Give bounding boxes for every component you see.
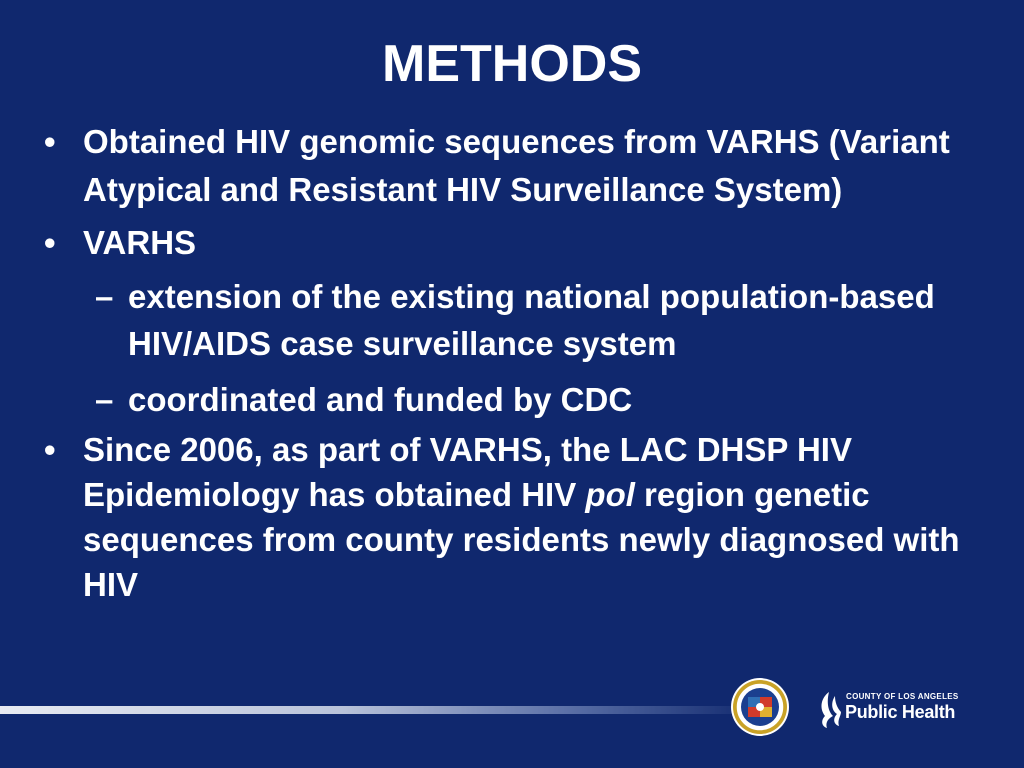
bullet-text: Obtained HIV genomic sequences from VARHS (Variant Atypical and Resistant HIV Surveillance System) [83,123,950,208]
bullet-item [40,219,1000,267]
county-seal-icon [730,677,790,737]
public-health-logo [815,686,960,734]
sub-bullet-marker: – [95,277,114,315]
sub-bullet-text: coordinated and funded by CDC [128,380,633,418]
bullet-text: VARHS [83,224,197,261]
bullet-item [40,427,1000,607]
sub-bullet-item [40,273,1000,368]
logo-name-text: Public Health [845,702,956,722]
bullet-text-part: region genetic sequences from county residents newly diagnosed with HIV [83,476,960,603]
bullet-item [40,118,1000,213]
bullet-text-italic: pol [585,476,635,513]
sub-bullet-text: extension of the existing national population-based HIV/AIDS case surveillance system [128,277,935,362]
bullet-text-part: Since 2006, as part of VARHS, the LAC DHSP HIV Epidemiology has obtained HIV [83,431,852,513]
slide-title: METHODS [382,35,642,93]
slide-content [40,118,1000,607]
sub-bullet-item [40,376,1000,424]
footer-divider [0,706,760,714]
logo-county-text: COUNTY OF LOS ANGELES [846,692,959,701]
bullet-marker: • [44,431,56,468]
public-health-logo-icon [815,690,843,730]
bullet-marker: • [44,224,56,261]
sub-bullet-marker: – [95,380,114,418]
bullet-marker: • [44,123,56,160]
